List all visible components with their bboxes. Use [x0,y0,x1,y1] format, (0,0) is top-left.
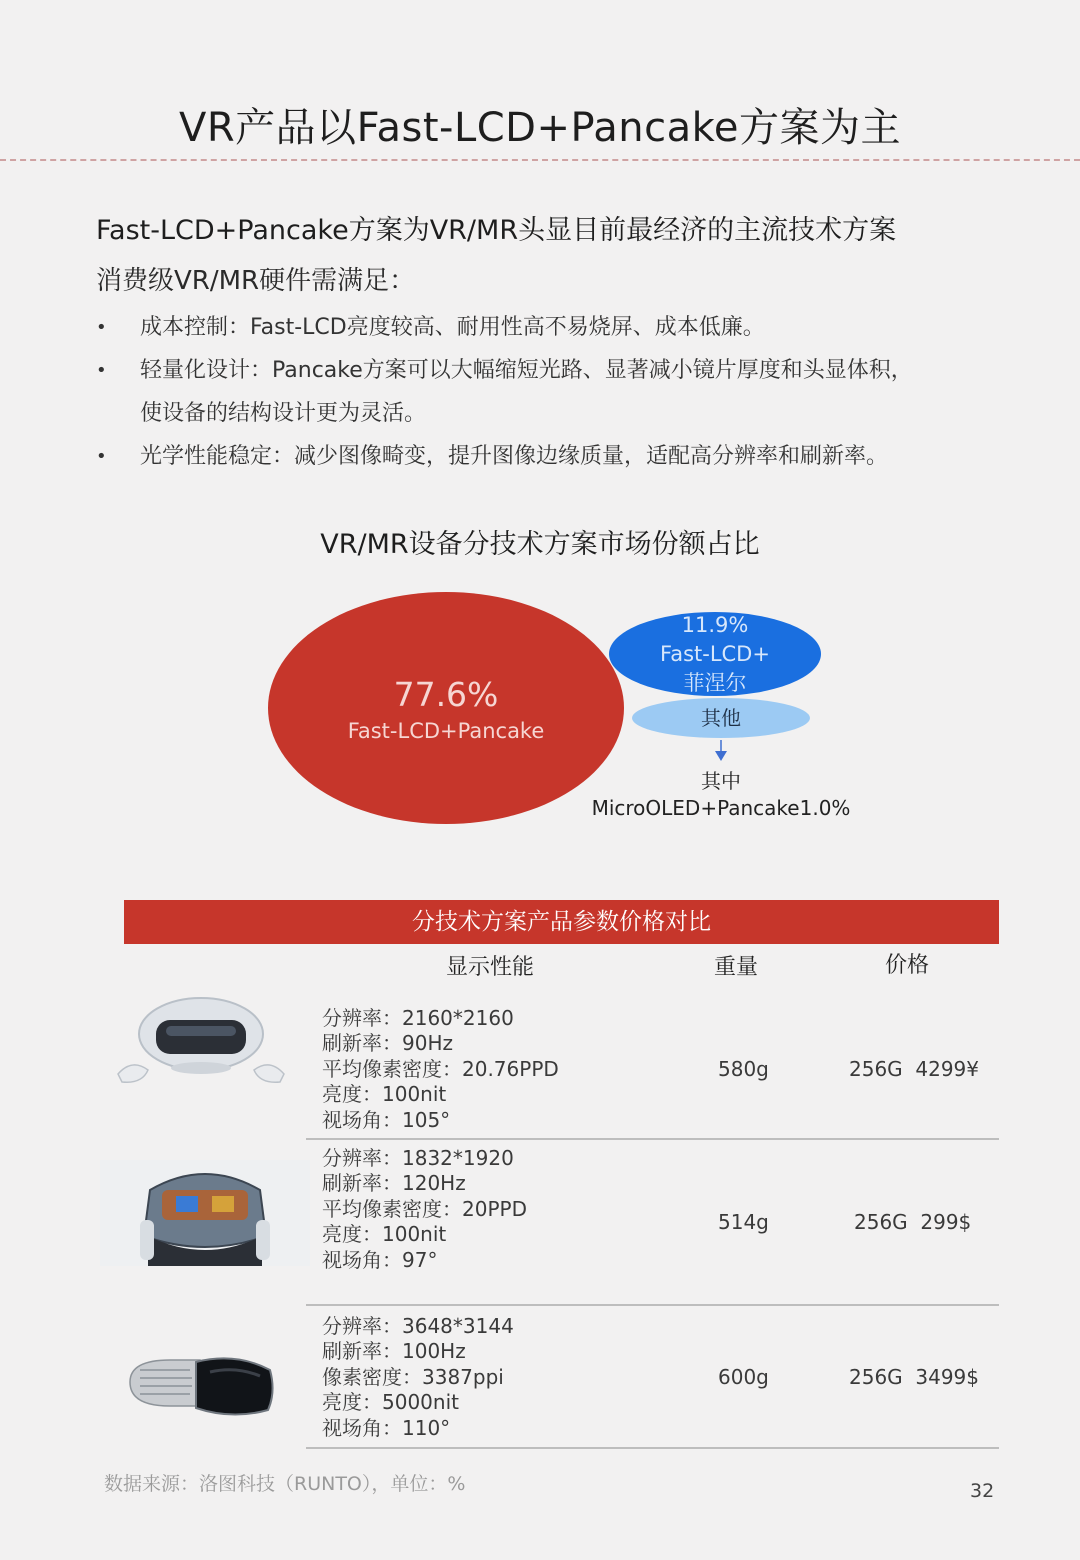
weight-row-2: 514g [718,1210,769,1234]
specs-row-1 [322,1006,559,1133]
column-header-weight: 重量 [714,955,759,980]
spec-line: 平均像素密度：20PPD [322,1196,527,1221]
row-divider [306,1447,999,1449]
spec-line: 视场角：97° [322,1247,438,1272]
specs-row-2 [322,1146,527,1273]
column-header-display: 显示性能 [446,955,535,980]
headline: Fast-LCD+Pancake方案为VR/MR头显目前最经济的主流技术方案 [96,215,897,246]
spec-line: 分辨率：1832*1920 [322,1146,514,1170]
annotation-line-2: MicroOLED+Pancake1.0% [591,796,851,820]
page-number: 32 [970,1480,995,1502]
bullet-item: • 成本控制：Fast-LCD亮度较高、耐用性高不易烧屏、成本低廉。 [96,306,996,349]
bubble-label-fast-lcd-fresnel-1: Fast-LCD+ [660,642,770,666]
mr-headset-with-knit-band-image [126,1352,276,1416]
bubble-label-other: 其他 [701,706,741,730]
weight-row-1: 580g [718,1057,769,1081]
row-divider [306,1304,999,1306]
annotation-arrow-head [715,751,727,761]
spec-line: 刷新率：120Hz [322,1171,466,1196]
subhead: 消费级VR/MR硬件需满足： [96,266,416,296]
weight-row-3: 600g [718,1365,769,1389]
spec-line: 分辨率：3648*3144 [322,1314,514,1338]
bullet-continuation: 使设备的结构设计更为灵活。 [140,401,427,426]
spec-line: 亮度：100nit [322,1222,447,1247]
column-header-price: 价格 [885,953,930,978]
transparent-vr-headset-image [100,1160,310,1266]
spec-line: 视场角：110° [322,1415,451,1440]
price-row-3: 256G 3499$ [849,1365,980,1389]
data-source-note: 数据来源：洛图科技（RUNTO），单位：% [104,1473,466,1495]
spec-line: 刷新率：90Hz [322,1031,453,1056]
bullet-item: • 光学性能稳定：减少图像畸变，提升图像边缘质量，适配高分辨率和刷新率。 [96,435,996,478]
bubble-label-fast-lcd-fresnel-2: 菲涅尔 [683,671,747,695]
bubble-value-fast-lcd-pancake: 77.6% [393,675,499,714]
annotation-line-1: 其中 [701,769,741,793]
market-share-chart [0,580,1080,830]
table-title-bar: 分技术方案产品参数价格对比 [124,900,999,944]
row-divider [306,1138,999,1140]
specs-row-3 [322,1314,514,1441]
bullet-list [96,306,996,478]
spec-line: 像素密度：3387ppi [322,1364,504,1389]
spec-line: 平均像素密度：20.76PPD [322,1056,559,1081]
price-row-2: 256G 299$ [854,1210,972,1234]
chart-title: VR/MR设备分技术方案市场份额占比 [320,529,760,560]
spec-line: 亮度：5000nit [322,1390,459,1415]
spec-line: 视场角：105° [322,1107,451,1132]
spec-line: 刷新率：100Hz [322,1339,466,1364]
bubble-value-fast-lcd-fresnel: 11.9% [681,613,749,637]
spec-line: 亮度：100nit [322,1082,447,1107]
title-divider [0,159,1080,161]
price-row-1: 256G 4299¥ [849,1057,980,1081]
bullet-item: • 轻量化设计：Pancake方案可以大幅缩短光路、显著减小镜片厚度和头显体积， [96,349,996,392]
vr-headset-with-controllers-image [108,996,294,1100]
bubble-label-fast-lcd-pancake: Fast-LCD+Pancake [347,719,545,743]
spec-line: 分辨率：2160*2160 [322,1006,514,1030]
page-title: VR产品以Fast-LCD+Pancake方案为主 [178,105,902,151]
